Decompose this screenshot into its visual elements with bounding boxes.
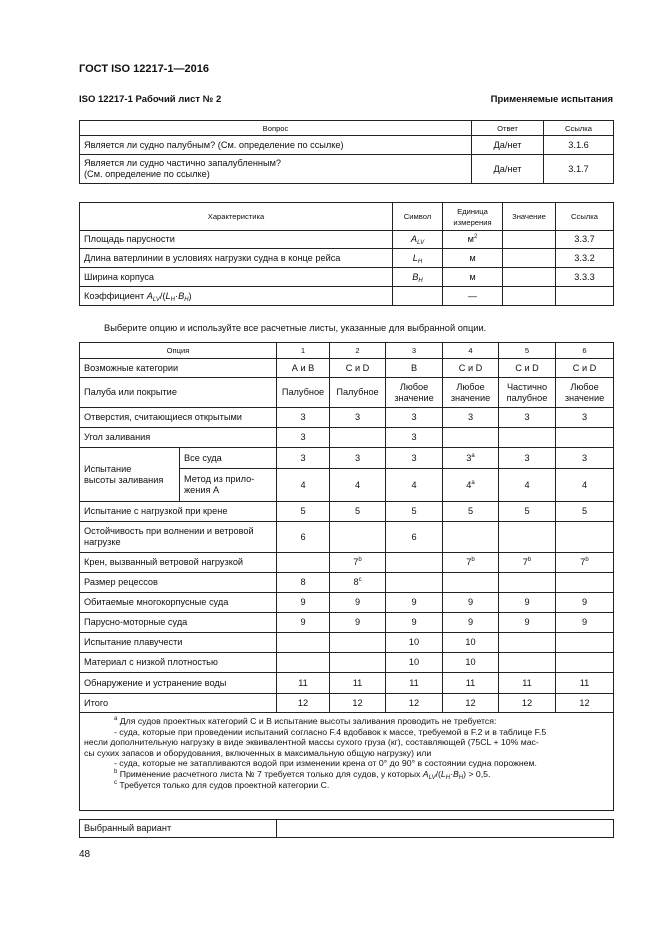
option-number: 2	[330, 343, 386, 359]
footnote-text: Для судов проектных категорий С и В испытание высоты заливания проводить не требуется:	[117, 716, 497, 726]
cell	[277, 653, 330, 673]
row-group-label	[80, 448, 180, 502]
cell: 4	[386, 469, 443, 502]
coefficient-label: Коэффициент	[84, 290, 147, 301]
questions-table	[79, 120, 614, 184]
table-row	[80, 573, 614, 593]
cell	[499, 653, 556, 673]
selected-variant-input[interactable]	[277, 820, 614, 838]
cell: 3	[499, 408, 556, 428]
value-input-cell[interactable]	[503, 268, 556, 287]
symbol-main: B	[412, 271, 419, 282]
footnotes-row	[80, 713, 614, 811]
label-line: Испытание	[84, 463, 132, 474]
answer-cell[interactable]: Да/нет	[472, 155, 544, 184]
footnote-line: сы сухих запасов и оборудования, включенных в максимальную общую нагрузку) или	[84, 747, 432, 758]
cell: 12	[330, 694, 386, 713]
row-sublabel: Все суда	[180, 448, 277, 469]
ref-cell: 3.3.7	[556, 231, 614, 249]
footnote-mark: b	[585, 557, 589, 563]
symbol-sub: H	[445, 774, 451, 781]
footnote-text: Требуется только для судов проектной категории С.	[117, 779, 330, 790]
standard-title: ГОСТ ISO 12217-1—2016	[79, 63, 209, 75]
unit-cell	[443, 231, 503, 249]
row-label: Крен, вызванный ветровой нагрузкой	[80, 553, 277, 573]
cell: 4	[277, 469, 330, 502]
cell: 9	[556, 593, 614, 613]
cell	[443, 522, 499, 553]
cell: 5	[443, 502, 499, 522]
cell: 4	[499, 469, 556, 502]
table-row	[80, 673, 614, 694]
cell	[499, 378, 556, 408]
cell: 12	[499, 694, 556, 713]
cell: С и D	[556, 359, 614, 378]
ref-cell: 3.1.7	[544, 155, 614, 184]
footnote-mark: b	[471, 557, 475, 563]
symbol-cell	[393, 231, 443, 249]
options-header-row	[80, 343, 614, 359]
cell: 10	[443, 633, 499, 653]
value-input-cell[interactable]	[503, 231, 556, 249]
characteristic-name: Длина ватерлинии в условиях нагрузки судна в конце рейса	[80, 249, 393, 268]
table-row	[80, 378, 614, 408]
row-sublabel	[180, 469, 277, 502]
option-header: Опция	[80, 343, 277, 359]
row-label: Парусно-моторные суда	[80, 613, 277, 633]
cell: 6	[277, 522, 330, 553]
cell-line: Любое	[570, 381, 599, 392]
cell	[556, 553, 614, 573]
table-row	[80, 553, 614, 573]
unit-header-line: Единица	[457, 206, 488, 216]
instruction-text: Выберите опцию и используйте все расчетные листы, указанные для выбранной опции.	[104, 323, 487, 333]
cell: 3	[443, 408, 499, 428]
cell: 4	[556, 469, 614, 502]
cell: 11	[499, 673, 556, 694]
cell: 3	[277, 428, 330, 448]
label-line: высоты заливания	[84, 474, 164, 485]
cell: 9	[330, 593, 386, 613]
table-row	[80, 359, 614, 378]
row-label: Отверстия, считающиеся открытыми	[80, 408, 277, 428]
cell: 11	[277, 673, 330, 694]
footnote-line: несли дополнительную нагрузку в виде эквивалентной массы сухого груза (кг), составляющей (75CL + 10% мас-	[84, 737, 539, 748]
cell	[443, 378, 499, 408]
symbol-sub: H	[417, 258, 423, 265]
row-label: Испытание с нагрузкой при крене	[80, 502, 277, 522]
cell	[499, 428, 556, 448]
label-line: Метод из прило-	[184, 474, 255, 484]
row-label: Размер рецессов	[80, 573, 277, 593]
footnote-mark: b	[358, 557, 362, 563]
cell	[499, 633, 556, 653]
characteristic-name: Площадь парусности	[80, 231, 393, 249]
question-text	[80, 155, 472, 184]
cell: 12	[443, 694, 499, 713]
footnote-mark: a	[471, 452, 475, 459]
cell: 9	[277, 613, 330, 633]
symbol-main: A	[410, 234, 418, 244]
ref-cell: 3.3.2	[556, 249, 614, 268]
section-title: Применяемые испытания	[490, 94, 613, 105]
cell-line: Любое	[399, 381, 429, 392]
characteristic-name	[80, 287, 393, 306]
cell-line: значение	[564, 392, 605, 403]
cell	[277, 633, 330, 653]
row-label: Итого	[80, 694, 277, 713]
cell: 5	[330, 502, 386, 522]
table-row	[80, 155, 614, 184]
ref-cell: 3.3.3	[556, 268, 614, 287]
cell: 3	[556, 448, 614, 469]
symbol-sub: LV	[428, 774, 436, 781]
cell	[330, 553, 386, 573]
cell	[443, 553, 499, 573]
cell: 3	[386, 408, 443, 428]
cell: 3	[330, 448, 386, 469]
cell: 12	[386, 694, 443, 713]
col-header-unit	[443, 203, 503, 231]
cell	[443, 469, 499, 502]
cell: Палубное	[277, 378, 330, 408]
unit-sup: 2	[473, 234, 478, 240]
symbol-main: L	[440, 768, 446, 779]
selected-variant-label: Выбранный вариант	[80, 820, 277, 838]
ref-cell	[556, 287, 614, 306]
cell: 5	[386, 502, 443, 522]
symbol-sub: H	[170, 296, 175, 303]
cell	[386, 553, 443, 573]
cell: 9	[386, 613, 443, 633]
cell-value: 7	[522, 557, 528, 567]
col-header-question: Вопрос	[80, 121, 472, 136]
footnote-mark: a	[114, 716, 118, 722]
table-row	[80, 268, 614, 287]
cell-value: 7	[353, 557, 359, 567]
footnote-mark: a	[471, 479, 475, 486]
cell-value: 4	[466, 479, 472, 490]
footnote-text: > 0,5.	[466, 768, 491, 779]
symbol-main: B	[452, 768, 459, 779]
cell: В	[386, 359, 443, 378]
footnote-mark: b	[114, 768, 118, 775]
table-row	[80, 428, 614, 448]
cell	[556, 378, 614, 408]
label-line: Остойчивость при волнении и ветровой	[84, 526, 254, 536]
options-table	[79, 342, 614, 811]
cell: 3	[386, 428, 443, 448]
unit-cell: м	[443, 249, 503, 268]
cell: 10	[386, 653, 443, 673]
table-row	[80, 287, 614, 306]
value-input-cell[interactable]	[503, 287, 556, 306]
cell	[330, 573, 386, 593]
table-row	[80, 136, 614, 155]
cell: 3	[556, 408, 614, 428]
row-label: Испытание плавучести	[80, 633, 277, 653]
cell: 11	[330, 673, 386, 694]
cell	[556, 428, 614, 448]
col-header-symbol: Символ	[393, 203, 443, 231]
cell: 3	[277, 448, 330, 469]
ratio-formula: $A_{LV}/(L_H\cdot B_H)$	[146, 290, 192, 303]
cell	[499, 553, 556, 573]
col-header-ref: Ссылка	[556, 203, 614, 231]
cell: 10	[443, 653, 499, 673]
cell	[499, 573, 556, 593]
cell: 6	[386, 522, 443, 553]
selected-variant-table	[79, 819, 614, 838]
footnote-line: - суда, которые при проведении испытаний согласно F.4 вдобавок к массе, требуемой в F.2 и в таблице F.5	[114, 726, 547, 737]
label-line: нагрузке	[84, 537, 121, 547]
cell: 9	[386, 593, 443, 613]
cell	[499, 522, 556, 553]
row-label: Угол заливания	[80, 428, 277, 448]
characteristic-name: Ширина корпуса	[80, 268, 393, 287]
row-label: Палуба или покрытие	[80, 378, 277, 408]
row-label: Материал с низкой плотностью	[80, 653, 277, 673]
cell	[277, 553, 330, 573]
col-header-value: Значение	[503, 203, 556, 231]
cell	[386, 573, 443, 593]
unit-cell: м	[443, 268, 503, 287]
cell: 5	[277, 502, 330, 522]
footnote-line: - суда, которые не затапливаются водой при изменении крена от 0° до 90° в состоянии судна порожнем.	[114, 758, 537, 769]
footnote-mark: c	[358, 577, 362, 583]
symbol-main: L	[165, 290, 171, 301]
cell: 9	[277, 593, 330, 613]
cell: 11	[386, 673, 443, 694]
cell: 5	[556, 502, 614, 522]
worksheet-title: ISO 12217-1 Рабочий лист № 2	[79, 94, 222, 105]
cell-value: 3	[466, 452, 472, 463]
table-row	[80, 593, 614, 613]
symbol-sub: LV	[152, 296, 160, 303]
cell: 3	[277, 408, 330, 428]
footnote-a	[84, 716, 609, 727]
cell: 3	[499, 448, 556, 469]
table-row	[80, 231, 614, 249]
table-row	[80, 448, 614, 469]
symbol-main: B	[178, 290, 185, 301]
symbol-cell	[393, 268, 443, 287]
table-row	[80, 820, 614, 838]
cell: 3	[386, 448, 443, 469]
row-label: Возможные категории	[80, 359, 277, 378]
footnote-text: Применение расчетного листа № 7 требуется только для судов, у которых	[117, 768, 423, 779]
cell	[330, 522, 386, 553]
col-header-ref: Ссылка	[544, 121, 614, 136]
cell: 12	[556, 694, 614, 713]
cell: С и D	[443, 359, 499, 378]
characteristics-table	[79, 202, 614, 306]
ref-cell: 3.1.6	[544, 136, 614, 155]
cell	[443, 428, 499, 448]
cell-line: Любое	[456, 381, 485, 392]
table-row	[80, 653, 614, 673]
cell	[556, 633, 614, 653]
cell: 9	[443, 613, 499, 633]
table-row	[80, 633, 614, 653]
label-line: жения А	[184, 485, 220, 495]
question-line: (См. определение по ссылке)	[84, 169, 210, 179]
symbol-sub: H	[184, 296, 189, 303]
cell	[443, 448, 499, 469]
cell: 11	[556, 673, 614, 694]
cell	[330, 633, 386, 653]
symbol-sub: H	[458, 774, 464, 781]
cell-line: значение	[394, 392, 434, 403]
page-number: 48	[79, 849, 91, 860]
cell	[386, 378, 443, 408]
table-row	[80, 522, 614, 553]
row-label	[80, 522, 277, 553]
table-row	[80, 408, 614, 428]
cell: 9	[330, 613, 386, 633]
cell: 12	[277, 694, 330, 713]
cell-line: палубное	[506, 392, 548, 403]
answer-cell[interactable]: Да/нет	[472, 136, 544, 155]
option-number: 6	[556, 343, 614, 359]
cell: 3	[330, 408, 386, 428]
table-row	[80, 502, 614, 522]
symbol-main: A	[422, 768, 429, 779]
symbol-cell	[393, 249, 443, 268]
table-row	[80, 249, 614, 268]
col-header-answer: Ответ	[472, 121, 544, 136]
cell: 9	[443, 593, 499, 613]
question-text: Является ли судно палубным? (См. определение по ссылке)	[80, 136, 472, 155]
cell-value: 8	[353, 577, 359, 587]
cell: С и D	[499, 359, 556, 378]
cell: С и D	[330, 359, 386, 378]
cell-line: значение	[450, 392, 491, 403]
row-label: Обитаемые многокорпусные суда	[80, 593, 277, 613]
cell	[330, 653, 386, 673]
footnote-c	[84, 780, 609, 791]
cell: 9	[499, 593, 556, 613]
footnote-mark: c	[114, 779, 117, 786]
cell: Палубное	[330, 378, 386, 408]
cell-value: 7	[466, 557, 472, 567]
option-number: 3	[386, 343, 443, 359]
cell: А и В	[277, 359, 330, 378]
footnote-mark: b	[527, 557, 532, 563]
row-label: Обнаружение и устранение воды	[80, 673, 277, 694]
col-header-characteristic: Характеристика	[80, 203, 393, 231]
cell-value: 7	[580, 557, 586, 567]
cell: 9	[556, 613, 614, 633]
footnote-b: $^b$ Применение расчетного листа № 7 требуется только для судов, у которых $A_{LV}/(L_H\cdot B_H) > 0,5$.	[114, 768, 491, 781]
cell: 10	[386, 633, 443, 653]
table-row	[80, 613, 614, 633]
option-number: 5	[499, 343, 556, 359]
cell: 8	[277, 573, 330, 593]
unit-text: м	[467, 234, 474, 244]
cell: 5	[499, 502, 556, 522]
cell	[443, 573, 499, 593]
unit-header-line: измерения	[453, 217, 492, 227]
cell-line: Частично	[506, 381, 548, 392]
cell	[330, 428, 386, 448]
symbol-sub: H	[418, 277, 423, 284]
footnotes	[80, 713, 614, 811]
option-number: 1	[277, 343, 330, 359]
cell: 11	[443, 673, 499, 694]
option-number: 4	[443, 343, 499, 359]
cell: 9	[499, 613, 556, 633]
unit-cell: —	[443, 287, 503, 306]
symbol-cell	[393, 287, 443, 306]
symbol-main: A	[146, 290, 153, 301]
value-input-cell[interactable]	[503, 249, 556, 268]
symbol-sub: LV	[417, 240, 425, 246]
symbol-main: L	[412, 252, 418, 263]
table-row	[80, 694, 614, 713]
question-line: Является ли судно частично запалубленным?	[84, 158, 282, 168]
cell	[556, 522, 614, 553]
cell: 4	[330, 469, 386, 502]
cell	[556, 573, 614, 593]
cell	[556, 653, 614, 673]
